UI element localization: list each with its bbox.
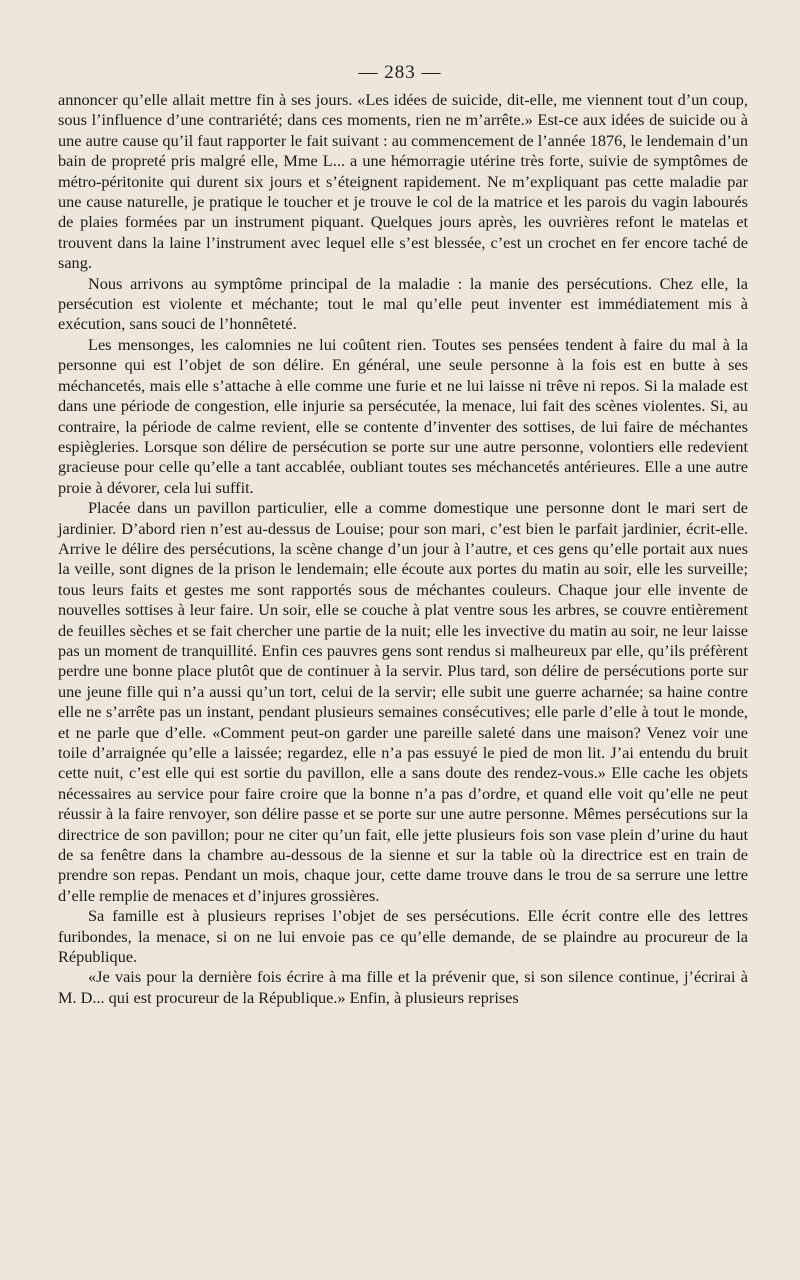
paragraph: Placée dans un pavillon particulier, elle a comme domestique une personne dont le mari sert de jardinier. D’abord rien n’est au-dessus de Louise; pour son mari, c’est bien le parfait jardinier, écrit-elle. Arrive le délire des persécutions, la scène change d’un jour à l’autre, et ces gens qu’elle portait aux nues la veille, sont dignes de la prison le lendemain; elle écoute aux portes du matin au soir, elle les surveille; tous leurs faits et gestes me sont rapportés sous de méchantes couleurs. Chaque jour elle invente de nouvelles sottises à leur faire. Un soir, elle se couche à plat ventre sous les arbres, se couvre entièrement de feuilles sèches et se fait chercher une partie de la nuit; elle les invective du matin au soir, ne leur laisse pas un moment de tranquillité. Enfin ces pauvres gens sont rendus si malheureux par elle, qu’ils préfèrent perdre une bonne place plutôt que de continuer à la servir. Plus tard, son délire de persécutions porte sur une jeune fille qui n’a aussi qu’un tort, celui de la servir; elle subit une guerre acharnée; sa haine contre elle ne s’arrête pas un instant, pendant plusieurs semaines consécutives; elle parle d’elle à tout le monde, et ne parle que d’elle. «Comment peut-on garder une pareille saleté dans une maison? Venez voir une toile d’arraignée qu’elle a laissée; regardez, elle n’a pas essuyé le pied de mon lit. J’ai entendu du bruit cette nuit, c’est elle qui est sortie du pavillon, elle a sans doute des rendez-vous.» Elle cache les objets nécessaires au service pour faire croire que la bonne n’a pas d’ordre, et quand elle voit qu’elle ne peut réussir à la faire renvoyer, son délire passe et se porte sur une autre personne. Mêmes persécutions sur la directrice de son pavillon; pour ne citer qu’un fait, elle jette plusieurs fois son vase plein d’urine du haut de sa fenêtre dans la chambre au-dessous de la sienne et sur la table où la directrice est en train de prendre son repas. Pendant un mois, chaque jour, cette dame trouve dans le trou de sa serrure une lettre d’elle remplie de menaces et d’injures grossières. [58,498,748,905]
page-number: — 283 — [358,62,442,83]
body-text [58,90,748,1008]
paragraph: Les mensonges, les calomnies ne lui coûtent rien. Toutes ses pensées tendent à faire du mal à la personne qui est l’objet de son délire. En général, une seule personne à la fois est en butte à ses méchancetés, mais elle s’attache à elle comme une furie et ne lui laisse ni trêve ni repos. Si la malade est dans une période de congestion, elle injurie sa persécutée, la menace, lui fait des scènes violentes. Si, au contraire, la période de calme revient, elle se contente d’inventer des sottises, de lui faire de méchantes espiègleries. Lorsque son délire de persécution se porte sur une autre personne, volontiers elle redevient gracieuse pour celle qu’elle a tant accablée, oubliant toutes ses méchancetés antérieures. Elle a une autre proie à dévorer, cela lui suffit. [58,334,748,497]
paragraph: «Je vais pour la dernière fois écrire à ma fille et la prévenir que, si son silence continue, j’écrirai à M. D... qui est procureur de la République.» Enfin, à plusieurs reprises [58,967,748,1007]
paragraph: Sa famille est à plusieurs reprises l’objet de ses persécutions. Elle écrit contre elle des lettres furibondes, la menace, si on ne lui envoie pas ce qu’elle demande, de se plaindre au procureur de la République. [58,906,748,967]
paragraph: annoncer qu’elle allait mettre fin à ses jours. «Les idées de suicide, dit-elle, me viennent tout d’un coup, sous l’influence d’une contrariété; dans ces moments, rien ne m’arrête.» Est-ce aux idées de suicide ou à une autre cause qu’il faut rapporter le fait suivant : au commencement de l’année 1876, le lendemain d’un bain de propreté pris malgré elle, Mme L... a une hémorragie utérine très forte, suivie de symptômes de métro-péritonite qui durent six jours et s’éteignent rapidement. Ne m’expliquant pas cette maladie par une cause naturelle, je pratique le toucher et je trouve le col de la matrice et les parois du vagin labourés de plaies formées par un instrument piquant. Quelques jours après, les ouvrières refont le matelas et trouvent dans la laine l’instrument avec lequel elle s’est blessée, c’est un crochet en fer encore taché de sang. [58,90,748,273]
paragraph: Nous arrivons au symptôme principal de la maladie : la manie des persécutions. Chez elle, la persécution est violente et méchante; tout le mal qu’elle peut inventer est immédiatement mis à exécution, sans souci de l’honnêteté. [58,273,748,334]
